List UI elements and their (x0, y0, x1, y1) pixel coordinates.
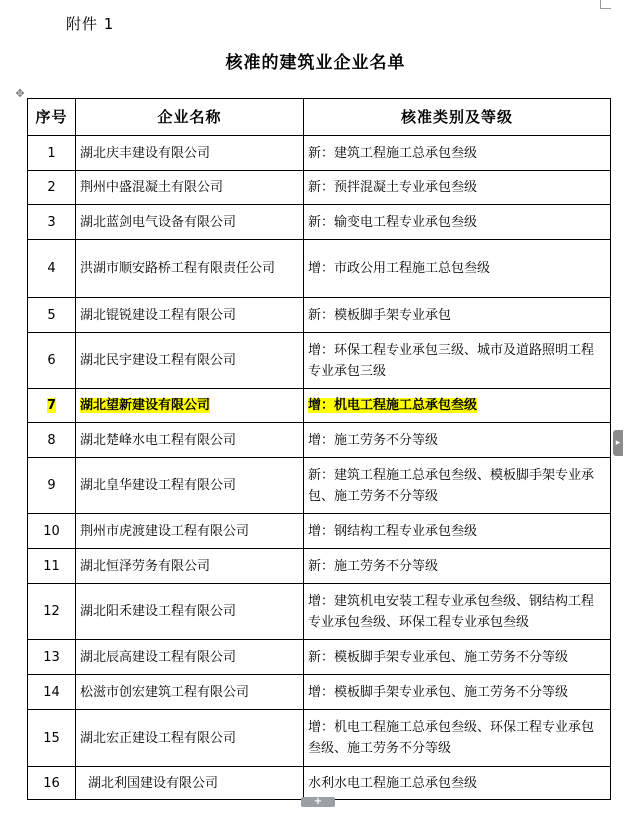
table-row (28, 423, 611, 458)
row-category: 新：施工劳务不分等级 (304, 549, 611, 584)
row-category: 增：市政公用工程施工总包叁级 (304, 240, 611, 298)
row-company: 湖北利国建设有限公司 (76, 767, 304, 800)
chevron-right-icon[interactable]: ▸ (613, 430, 623, 456)
table-row (28, 767, 611, 800)
row-company: 荆州中盛混凝土有限公司 (76, 171, 304, 205)
row-company: 湖北辰高建设工程有限公司 (76, 640, 304, 675)
table-row (28, 675, 611, 710)
row-index: 4 (28, 240, 76, 298)
highlight: 增：机电工程施工总承包叁级 (308, 398, 478, 413)
table-row (28, 514, 611, 549)
row-company: 湖北楚峰水电工程有限公司 (76, 423, 304, 458)
row-category: 增：建筑机电安装工程专业承包叁级、钢结构工程专业承包叁级、环保工程专业承包叁级 (304, 584, 611, 640)
row-index: 8 (28, 423, 76, 458)
highlight: 7 (46, 398, 57, 413)
row-index: 10 (28, 514, 76, 549)
table-row (28, 298, 611, 333)
row-category: 水利水电工程施工总承包叁级 (304, 767, 611, 800)
document-title: 核准的建筑业企业名单 (225, 53, 406, 73)
row-company (76, 389, 304, 423)
row-company: 松滋市创宏建筑工程有限公司 (76, 675, 304, 710)
header-category: 核准类别及等级 (304, 99, 611, 136)
table-header-row (28, 99, 611, 136)
row-category: 新：建筑工程施工总承包叁级 (304, 136, 611, 171)
row-index: 15 (28, 710, 76, 767)
table-row (28, 640, 611, 675)
row-index: 14 (28, 675, 76, 710)
table-row (28, 549, 611, 584)
header-index: 序号 (28, 99, 76, 136)
company-table (27, 98, 611, 800)
attachment-label: 附件 1 (66, 15, 115, 33)
row-company: 湖北蓝剑电气设备有限公司 (76, 205, 304, 240)
row-company: 湖北庆丰建设有限公司 (76, 136, 304, 171)
page-corner-mark (600, 0, 611, 9)
table-row-highlighted (28, 389, 611, 423)
row-company: 湖北宏正建设工程有限公司 (76, 710, 304, 767)
table-row (28, 458, 611, 514)
row-index: 11 (28, 549, 76, 584)
row-index: 1 (28, 136, 76, 171)
row-category: 增：环保工程专业承包三级、城市及道路照明工程专业承包三级 (304, 333, 611, 389)
row-category (304, 389, 611, 423)
table-row (28, 584, 611, 640)
row-category: 增：施工劳务不分等级 (304, 423, 611, 458)
row-index: 16 (28, 767, 76, 800)
row-index: 2 (28, 171, 76, 205)
table-row (28, 136, 611, 171)
row-index: 9 (28, 458, 76, 514)
row-category: 新：预拌混凝土专业承包叁级 (304, 171, 611, 205)
row-index: 13 (28, 640, 76, 675)
row-category: 新：输变电工程专业承包叁级 (304, 205, 611, 240)
row-category: 新：建筑工程施工总承包叁级、模板脚手架专业承包、施工劳务不分等级 (304, 458, 611, 514)
row-company: 湖北民宇建设工程有限公司 (76, 333, 304, 389)
table-row (28, 171, 611, 205)
row-index: 12 (28, 584, 76, 640)
row-category: 新：模板脚手架专业承包、施工劳务不分等级 (304, 640, 611, 675)
row-company: 湖北锟锐建设工程有限公司 (76, 298, 304, 333)
row-index (28, 389, 76, 423)
row-index: 5 (28, 298, 76, 333)
row-index: 6 (28, 333, 76, 389)
plus-icon[interactable]: + (301, 797, 335, 807)
table-row (28, 710, 611, 767)
row-company: 湖北阳禾建设工程有限公司 (76, 584, 304, 640)
row-category: 增：机电工程施工总承包叁级、环保工程专业承包叁级、施工劳务不分等级 (304, 710, 611, 767)
row-category: 新：模板脚手架专业承包 (304, 298, 611, 333)
table-row (28, 205, 611, 240)
row-company: 湖北恒泽劳务有限公司 (76, 549, 304, 584)
row-company: 洪湖市顺安路桥工程有限责任公司 (76, 240, 304, 298)
highlight: 湖北望新建设有限公司 (80, 398, 211, 413)
table-move-handle-icon[interactable]: ✥ (15, 87, 25, 100)
row-index: 3 (28, 205, 76, 240)
row-category: 增：模板脚手架专业承包、施工劳务不分等级 (304, 675, 611, 710)
row-company: 湖北皇华建设工程有限公司 (76, 458, 304, 514)
row-company: 荆州市虎渡建设工程有限公司 (76, 514, 304, 549)
table-row (28, 240, 611, 298)
table-row (28, 333, 611, 389)
header-company: 企业名称 (76, 99, 304, 136)
row-category: 增：钢结构工程专业承包叁级 (304, 514, 611, 549)
